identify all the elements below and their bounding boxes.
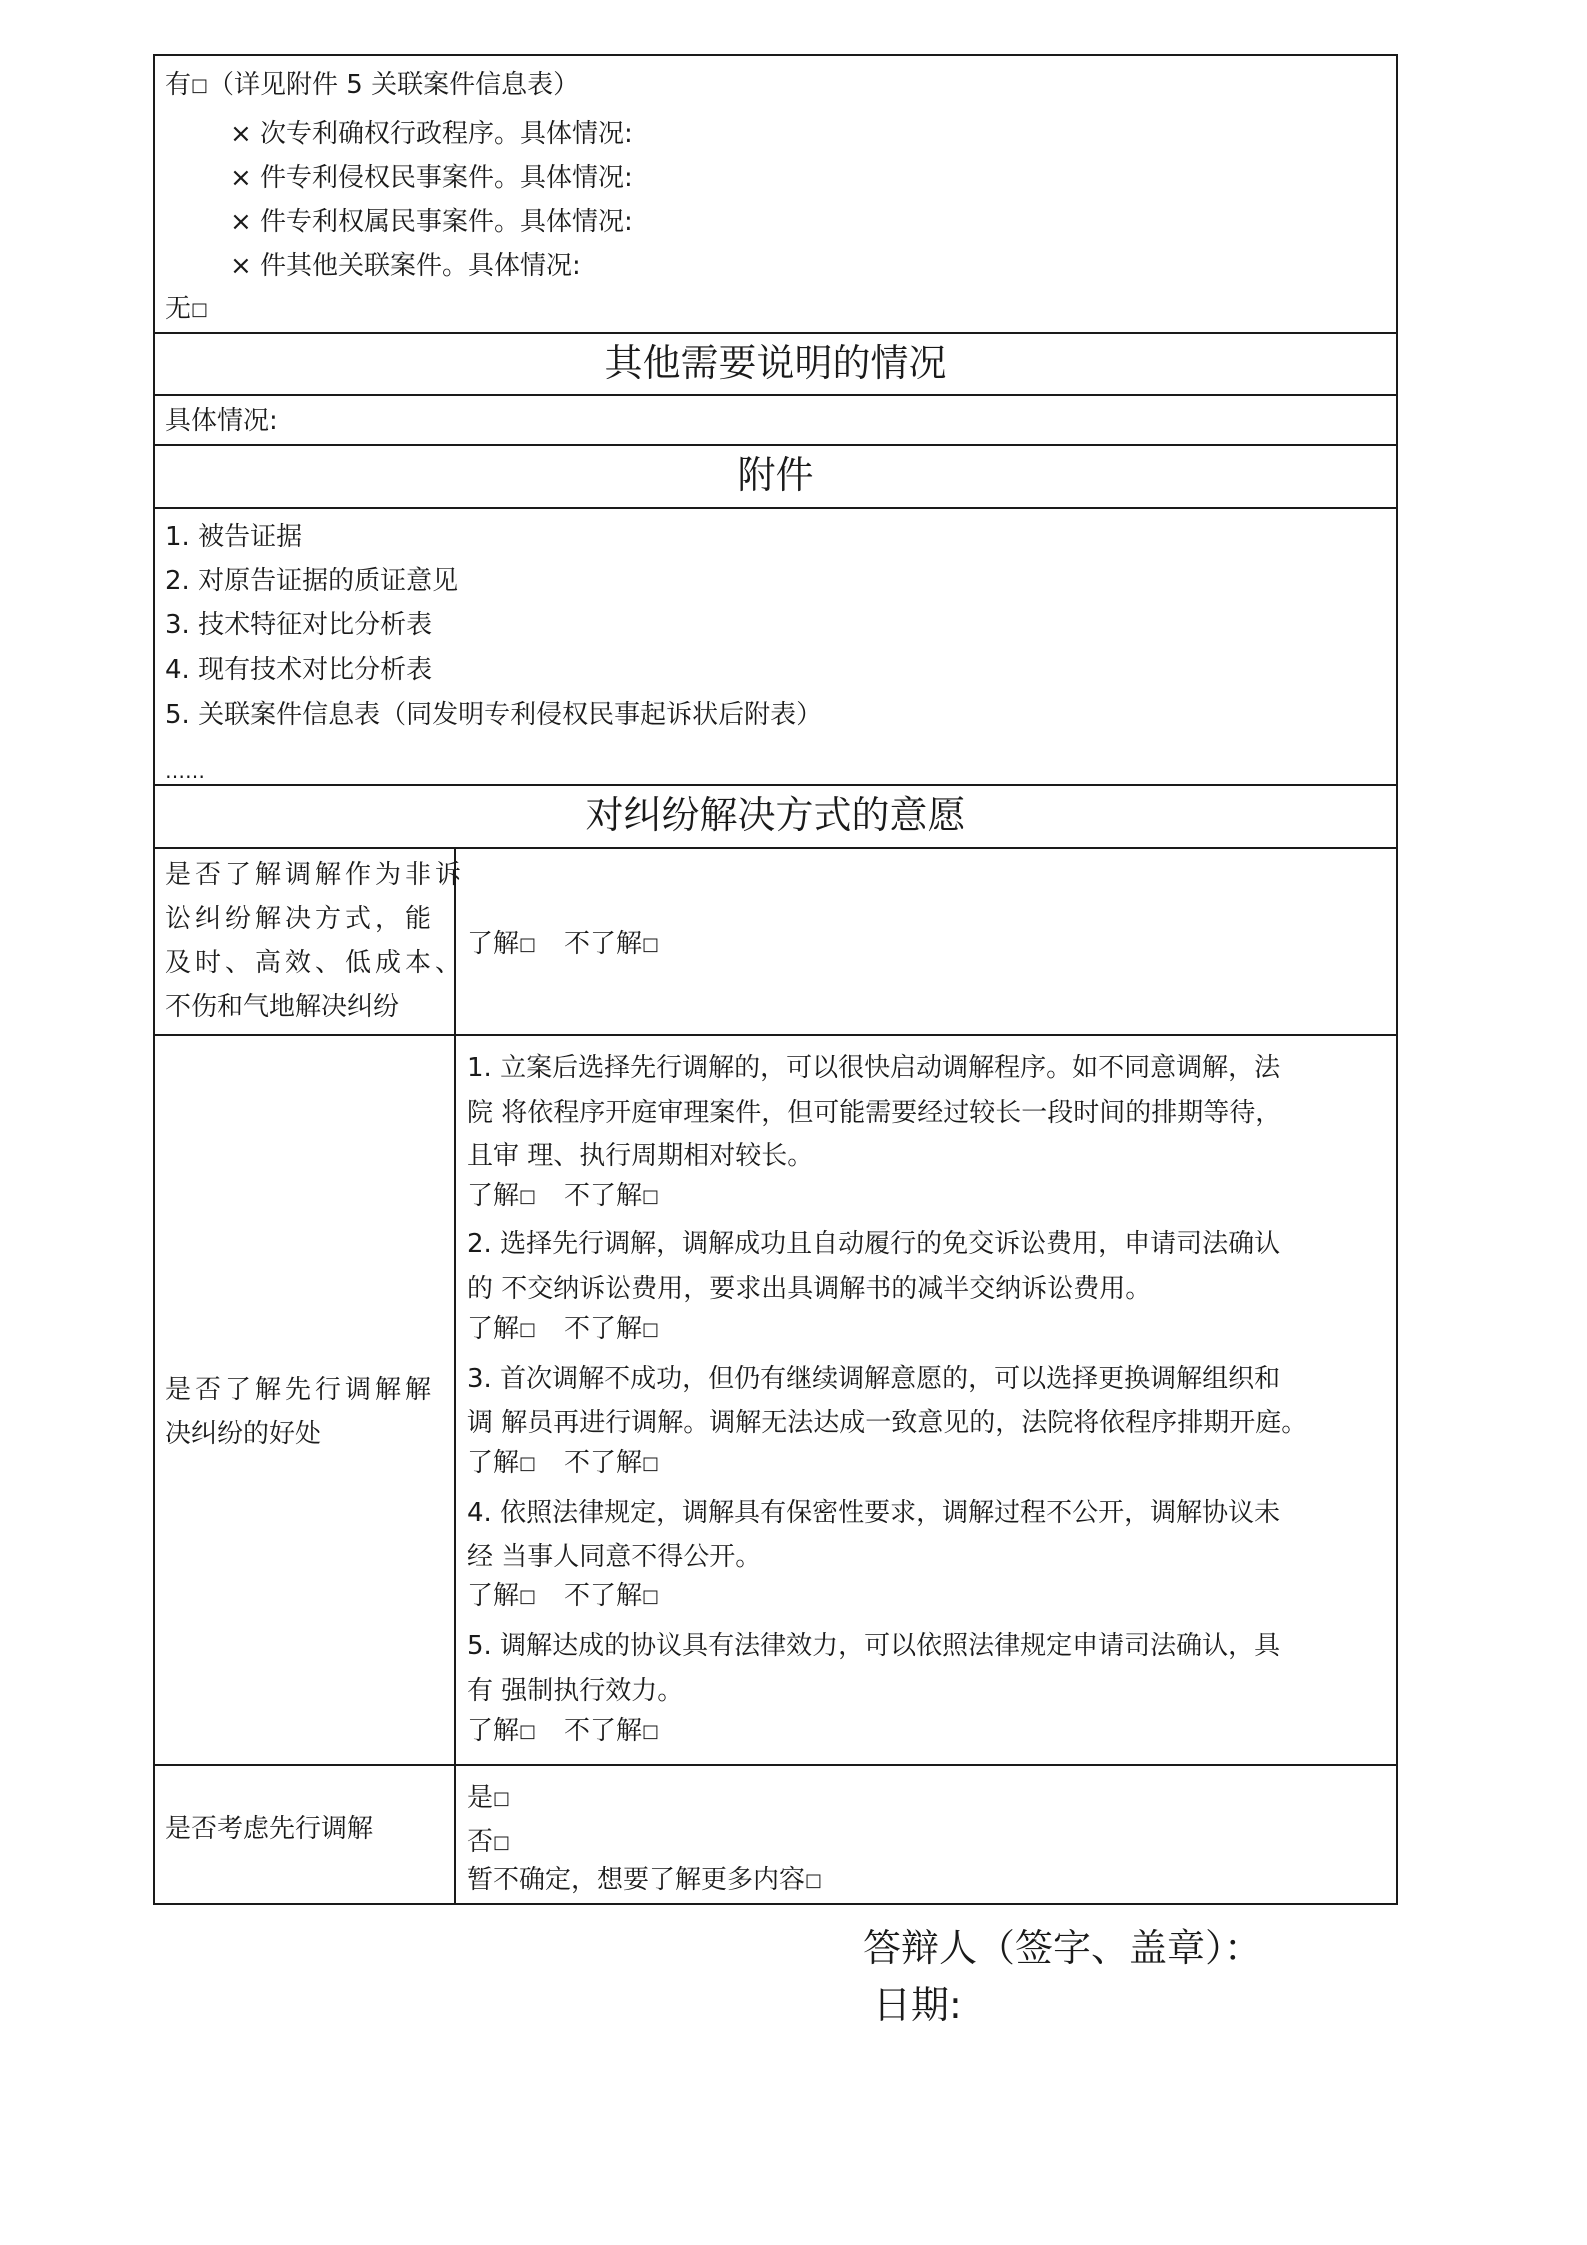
dispute-resolution-heading: 对纠纷解决方式的意愿 xyxy=(585,793,966,837)
q2-yes-label: 了解 xyxy=(467,1581,520,1611)
other-info-details-label: 具体情况: xyxy=(165,406,278,436)
q3-no-checkbox[interactable]: □ xyxy=(493,1832,511,1853)
column-divider xyxy=(454,847,456,1905)
respondent-signature-label: 答辩人（签字、盖章）： xyxy=(863,1926,1263,1970)
q2-no-label: 不了解 xyxy=(564,1314,643,1344)
has-label: 有 xyxy=(165,70,192,100)
q2-point-options xyxy=(467,1716,659,1747)
q1-label-line: 是否了解调解作为非诉 xyxy=(165,860,466,890)
q2-point-line: 调 解员再进行调解。调解无法达成一致意见的，法院将依程序排期开庭。 xyxy=(467,1408,1308,1438)
q1-no-checkbox[interactable]: □ xyxy=(642,934,660,955)
q3-yes-label: 是 xyxy=(467,1783,494,1813)
q3-option-yes xyxy=(467,1783,510,1814)
related-case-item: × 件专利侵权民事案件。具体情况: xyxy=(230,163,633,193)
q2-no-label: 不了解 xyxy=(564,1448,643,1478)
q1-label-line: 及时、高效、低成本、 xyxy=(165,948,466,978)
q2-p2-no-checkbox[interactable]: □ xyxy=(642,1319,660,1340)
row-divider xyxy=(155,1034,1396,1036)
q2-yes-label: 了解 xyxy=(467,1181,520,1211)
q3-unsure-checkbox[interactable]: □ xyxy=(805,1870,823,1891)
q2-yes-label: 了解 xyxy=(467,1716,520,1746)
q2-p2-yes-checkbox[interactable]: □ xyxy=(519,1319,537,1340)
q2-p3-no-checkbox[interactable]: □ xyxy=(642,1453,660,1474)
q2-p1-no-checkbox[interactable]: □ xyxy=(642,1186,660,1207)
q2-point-line: 的 不交纳诉讼费用，要求出具调解书的减半交纳诉讼费用。 xyxy=(467,1274,1152,1304)
q2-point-options xyxy=(467,1314,659,1345)
row-divider xyxy=(155,332,1396,334)
q2-no-label: 不了解 xyxy=(564,1581,643,1611)
q2-label-line: 是否了解先行调解解 xyxy=(165,1375,436,1405)
q2-point-line: 2. 选择先行调解，调解成功且自动履行的免交诉讼费用，申请司法确认 xyxy=(467,1229,1281,1259)
q2-point-line: 4. 依照法律规定，调解具有保密性要求，调解过程不公开，调解协议未 xyxy=(467,1498,1281,1528)
attachment-item: 4. 现有技术对比分析表 xyxy=(165,655,433,685)
q2-point-line: 1. 立案后选择先行调解的，可以很快启动调解程序。如不同意调解，法 xyxy=(467,1053,1281,1083)
related-cases-has xyxy=(165,70,579,101)
q2-point-options xyxy=(467,1181,659,1212)
q3-option-no xyxy=(467,1827,510,1858)
none-checkbox[interactable]: □ xyxy=(191,299,209,320)
q2-point-options xyxy=(467,1581,659,1612)
row-divider xyxy=(155,507,1396,509)
form-table xyxy=(153,54,1398,1905)
q2-point-line: 经 当事人同意不得公开。 xyxy=(467,1542,762,1572)
related-case-item: × 次专利确权行政程序。具体情况: xyxy=(230,119,633,149)
q3-no-label: 否 xyxy=(467,1827,494,1857)
row-divider xyxy=(155,394,1396,396)
q2-yes-label: 了解 xyxy=(467,1314,520,1344)
related-case-item: × 件其他关联案件。具体情况: xyxy=(230,251,581,281)
q2-p1-yes-checkbox[interactable]: □ xyxy=(519,1186,537,1207)
q2-label-line: 决纠纷的好处 xyxy=(165,1419,322,1449)
date-label: 日期: xyxy=(873,1983,962,2027)
q2-point-options xyxy=(467,1448,659,1479)
q2-p3-yes-checkbox[interactable]: □ xyxy=(519,1453,537,1474)
q2-p5-yes-checkbox[interactable]: □ xyxy=(519,1721,537,1742)
attachment-item: 1. 被告证据 xyxy=(165,522,303,552)
q2-point-line: 5. 调解达成的协议具有法律效力，可以依照法律规定申请司法确认，具 xyxy=(467,1631,1281,1661)
has-note: （详见附件 5 关联案件信息表） xyxy=(208,70,580,100)
q1-label-line: 不伤和气地解决纠纷 xyxy=(165,992,400,1022)
q2-point-line: 3. 首次调解不成功，但仍有继续调解意愿的，可以选择更换调解组织和 xyxy=(467,1364,1281,1394)
q2-no-label: 不了解 xyxy=(564,1181,643,1211)
attachments-heading: 附件 xyxy=(737,453,814,497)
q1-yes-checkbox[interactable]: □ xyxy=(519,934,537,955)
row-divider xyxy=(155,784,1396,786)
attachment-item: 3. 技术特征对比分析表 xyxy=(165,610,433,640)
q1-label-line: 讼纠纷解决方式，能 xyxy=(165,904,436,934)
q3-yes-checkbox[interactable]: □ xyxy=(493,1788,511,1809)
attachment-item: 5. 关联案件信息表（同发明专利侵权民事起诉状后附表） xyxy=(165,700,823,730)
row-divider xyxy=(155,1764,1396,1766)
q3-option-unsure xyxy=(467,1865,822,1896)
q2-p5-no-checkbox[interactable]: □ xyxy=(642,1721,660,1742)
q3-label: 是否考虑先行调解 xyxy=(165,1814,374,1844)
q2-yes-label: 了解 xyxy=(467,1448,520,1478)
has-checkbox[interactable]: □ xyxy=(191,75,209,96)
row-divider xyxy=(155,847,1396,849)
q1-yes-label: 了解 xyxy=(467,929,520,959)
q1-options xyxy=(467,929,659,960)
other-info-heading: 其他需要说明的情况 xyxy=(604,341,947,385)
q2-no-label: 不了解 xyxy=(564,1716,643,1746)
q2-p4-yes-checkbox[interactable]: □ xyxy=(519,1586,537,1607)
q2-p4-no-checkbox[interactable]: □ xyxy=(642,1586,660,1607)
q1-no-label: 不了解 xyxy=(564,929,643,959)
related-cases-none xyxy=(165,294,208,325)
related-case-item: × 件专利权属民事案件。具体情况: xyxy=(230,207,633,237)
attachment-item-ellipsis: …… xyxy=(165,759,205,783)
q2-point-line: 院 将依程序开庭审理案件，但可能需要经过较长一段时间的排期等待， xyxy=(467,1098,1282,1128)
row-divider xyxy=(155,444,1396,446)
q3-unsure-label: 暂不确定，想要了解更多内容 xyxy=(467,1865,806,1895)
none-label: 无 xyxy=(165,294,192,324)
q2-point-line: 且审 理、执行周期相对较长。 xyxy=(467,1141,814,1171)
attachment-item: 2. 对原告证据的质证意见 xyxy=(165,566,459,596)
q2-point-line: 有 强制执行效力。 xyxy=(467,1676,684,1706)
